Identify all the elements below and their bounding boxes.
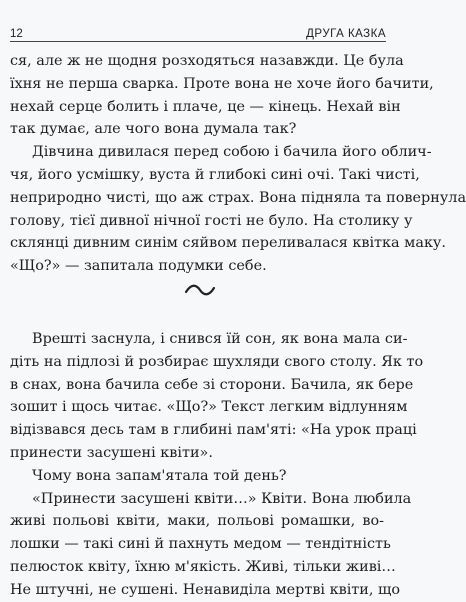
text-line: ся, але ж не щодня розходяться назавжди. Це була: [10, 53, 404, 69]
text-line: відізвався десь там в глибині пам'яті: «На урок праці: [10, 422, 417, 439]
running-title: ДРУГА КАЗКА: [306, 28, 386, 40]
text-line: Не штучні, не сушені. Ненавиділа мертві квіти, що: [10, 581, 401, 598]
text-line: так думає, але чого вона думала так?: [10, 121, 297, 138]
tilde-ornament-icon: [183, 280, 217, 300]
text-line: Дівчина дивилася перед собою і бачила його облич-: [32, 144, 432, 161]
text-block-lower: [10, 328, 424, 602]
header-divider: [10, 41, 386, 42]
text-line: живі польові квіти, маки, польові ромашки, во-: [10, 513, 384, 530]
text-line: лошки — такі сині й пахнуть медом — тендітність: [10, 536, 391, 553]
page-number: 12: [10, 28, 23, 40]
text-line: склянці дивним синім сяйвом переливалася квітка маку.: [10, 235, 446, 252]
text-line: чя, його усмішку, вуста й глибокі сині очі. Такі чисті,: [10, 166, 420, 183]
page-header: [10, 18, 386, 40]
text-line: зошит і щось читає. «Що?» Текст легким відлунням: [10, 399, 408, 416]
text-line: Врешті заснула, і снився їй сон, як вона мала си-: [32, 331, 408, 347]
section-ornament: [0, 280, 400, 304]
text-line: пелюсток квіту, їхню м'якість. Живі, тільки живі…: [10, 558, 396, 575]
text-line: нехай серце болить і плаче, це — кінець. Нехай він: [10, 98, 401, 115]
text-line: Чому вона запам'ятала той день?: [32, 467, 287, 484]
text-block-upper: [10, 50, 466, 278]
text-line: їхня не перша сварка. Проте вона не хоче його бачити,: [10, 75, 434, 92]
text-line: голову, тієї дивної нічної гості не було. На столику у: [10, 212, 413, 229]
text-line: принести засушені квіти».: [10, 444, 213, 461]
text-line: «Принести засушені квіти…» Квіти. Вона любила: [32, 490, 412, 507]
text-line: діть на підлозі й розбирає шухляди свого столу. Як то: [10, 353, 424, 370]
text-line: «Що?» — запитала подумки себе.: [10, 258, 267, 275]
text-line: неприродно чисті, що аж страх. Вона підняла та повернула: [10, 189, 466, 206]
text-line: в снах, вона бачила себе зі сторони. Бачила, як бере: [10, 376, 414, 393]
